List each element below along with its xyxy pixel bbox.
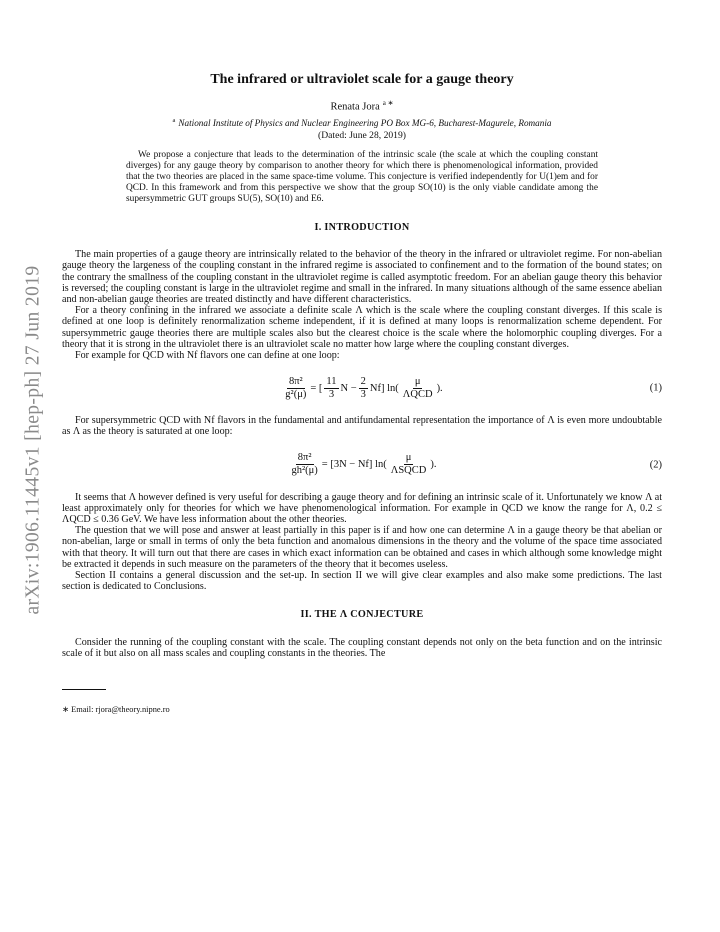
paragraph-intro-6: The question that we will pose and answer at least partially in this paper is if and how one can determine Λ in a gauge theory be that abelian or non-abelian, large or small in terms of only the beta function and anomalous dimensions in the theory and the volume of the space time associated with that theory. It will turn out that there are cases in which exact information can be obtained and cases in which although some knowledge might be extracted it depends in such measure on the parameters of the theory that it becomes useless. xyxy=(62,525,662,570)
equation-2: $\frac{\text{8π²}}{\text{gh²(μ)}}$ = [3N − Nf] ln( $\frac{\mu}{\text{ΛSQCD}}$ ). (2) xyxy=(291,452,662,477)
eq1-lhs-fraction: $\frac{\text{8π²}}{\text{g²(μ)}}$ xyxy=(285,375,307,400)
footnote-email: ∗ Email: rjora@theory.nipne.ro xyxy=(62,704,170,714)
affiliation-text: National Institute of Physics and Nuclear Engineering PO Box MG-6, Bucharest-Magurele, Romania xyxy=(178,117,552,128)
eq2-lhs-fraction: $\frac{\text{8π²}}{\text{gh²(μ)}}$ xyxy=(291,452,318,477)
paragraph-intro-3: For example for QCD with Nf flavors one can define at one loop: xyxy=(75,349,340,361)
eq1-fraction-2-3: $\frac{2}{3}$ xyxy=(360,375,366,400)
author-line xyxy=(62,98,662,113)
paragraph-intro-4: For supersymmetric QCD with Nf flavors in the fundamental and antifundamental representation the importance of Λ is even more undoubtable as Λ as the theory is saturated at one loop: xyxy=(62,415,662,438)
abstract: We propose a conjecture that leads to the determination of the intrinsic scale (the scale at which the coupling constant diverges) for any gauge theory by comparison to another theory for which there is phenomenological information, provided that the two theories are placed in the same space-time volume. This conjecture is verified independently for U(1)em and for QCD. In this framework and from this perspective we show that the group SO(10) is the only viable candidate among the supersymmetric GUT groups SU(5), SO(10) and E6. xyxy=(126,150,598,204)
paragraph-intro-7: Section II contains a general discussion and the set-up. In section II we will give clear examples and also make some predictions. The last section is dedicated to Conclusions. xyxy=(62,569,662,593)
footnote-rule xyxy=(62,689,106,690)
paragraph-intro-2: For a theory confining in the infrared we associate a definite scale Λ which is the scale where the coupling constant diverges. If this scale is defined at one loop is definitely renormalization scheme independent, if it is defined at many loops is renormalization scheme dependent. For supersymmetric gauge theories there are multiple scales also but the clearest choice is the scale where the holomorphic coupling diverges. For a theory that it is strong in the ultraviolet there is an ultraviolet scale no matter how large where the coupling constant diverges. xyxy=(62,305,662,350)
eq1-fraction-11-3: $\frac{11}{3}$ xyxy=(326,375,337,400)
eq2-log-argument: $\frac{\mu}{\text{ΛSQCD}}$ xyxy=(390,452,427,477)
affiliation-mark: a xyxy=(172,116,176,124)
paragraph-conjecture-1: Consider the running of the coupling constant with the scale. The coupling constant depends not only on the beta function and on the intrinsic scale of it but also on all mass scales and coupling constants in the theories. The xyxy=(62,636,662,659)
paper-title: The infrared or ultraviolet scale for a gauge theory xyxy=(210,72,514,87)
arxiv-identifier-text: arXiv:1906.11445v1 [hep-ph] 27 Jun 2019 xyxy=(23,265,45,615)
arxiv-identifier-stamp xyxy=(14,240,54,640)
affiliation-line xyxy=(62,115,662,129)
section-heading-introduction: I. INTRODUCTION xyxy=(314,221,410,233)
paragraph-intro-1: The main properties of a gauge theory are intrinsically related to the behavior of the theory in the infrared or ultraviolet regime. For non-abelian gauge theory the largeness of the coupling constant in the infrared regime is associated to confinement and to the formation of the bound states; on the contrary the smallness of the coupling constant in the ultraviolet regime is called asymptotic freedom. For an abelian gauge theory this behavior is reversed; the coupling constant is large in the ultraviolet regime and small in the infrared. In many situations although of the same essence abelian and non-abelian gauge theories are treated distinctly and have different characteristics. xyxy=(62,249,662,305)
equation-number-2: (2) xyxy=(649,458,662,470)
paragraph-intro-5: It seems that Λ however defined is very useful for describing a gauge theory and for defining an intrinsic scale of it. Unfortunately we know Λ at least approximately only for theories for which we have phenomenological information. For example in QCD we know the range for Λ, 0.2 ≤ ΛQCD ≤ 0.36 GeV. We have less information about the other theories. xyxy=(62,491,662,525)
dated-line: (Dated: June 28, 2019) xyxy=(318,130,406,142)
equation-number-1: (1) xyxy=(649,382,662,394)
equation-1: $\frac{\text{8π²}}{\text{g²(μ)}}$ = [ $\frac{11}{3}$ N − $\frac{2}{3}$ Nf] ln( $\frac{\mu}{\text{ΛQCD}}$ ). (1) xyxy=(285,375,662,400)
author-marks: a ∗ xyxy=(382,99,394,108)
section-heading-lambda-conjecture: II. THE Λ CONJECTURE xyxy=(300,609,424,621)
paper-page xyxy=(62,74,662,715)
author-name: Renata Jora xyxy=(330,101,380,113)
eq1-log-argument: $\frac{\mu}{\text{ΛQCD}}$ xyxy=(402,375,433,400)
